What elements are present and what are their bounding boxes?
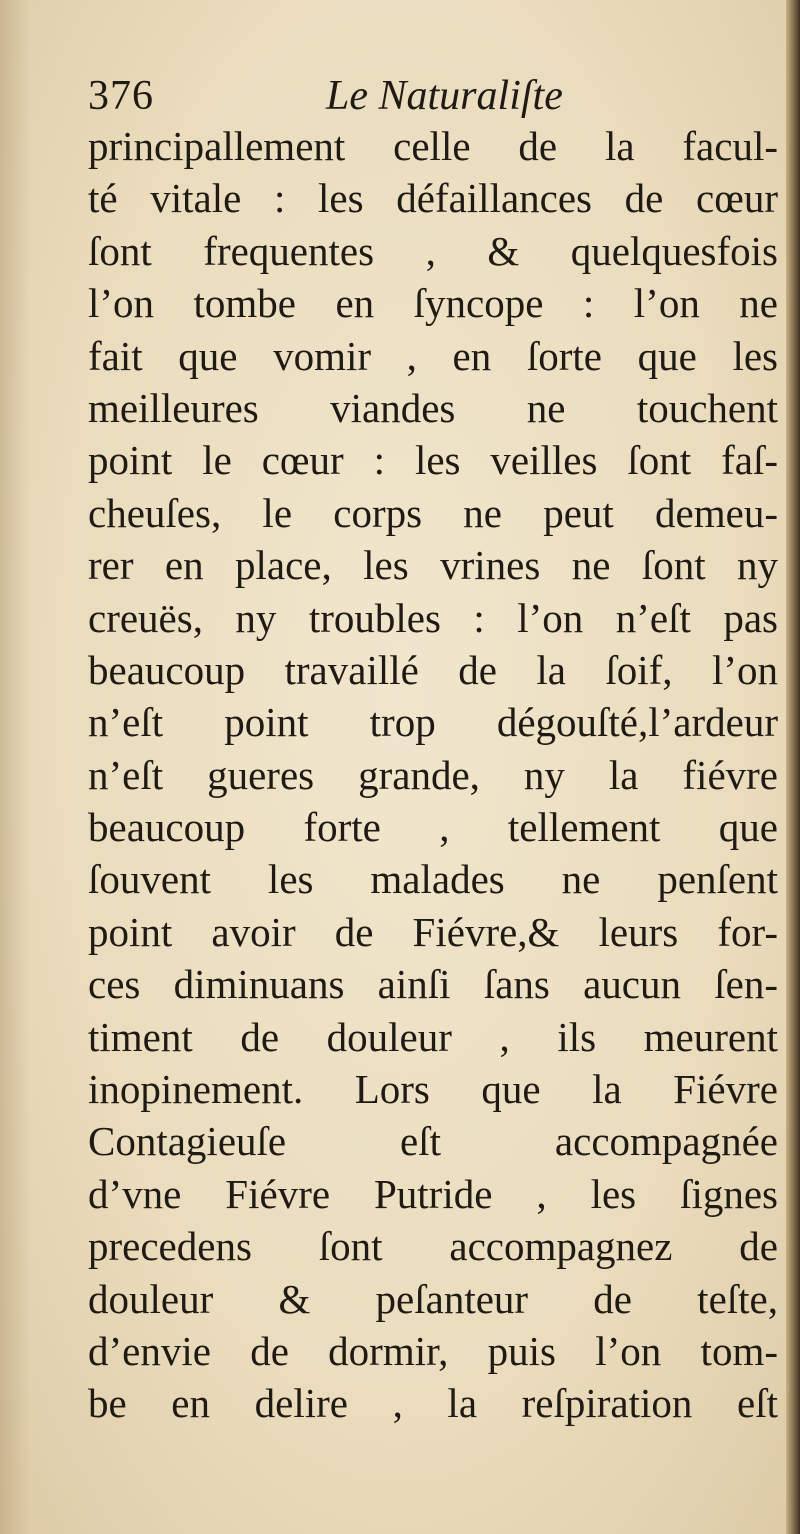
text-line: point le cœur : les veilles ſont faſ- bbox=[88, 437, 778, 484]
text-line: timent de douleur , ils meurent bbox=[88, 1013, 778, 1060]
text-line: meilleures viandes ne touchent bbox=[88, 384, 778, 431]
page-gutter-shadow bbox=[0, 0, 30, 1534]
text-line: be en delire , la reſpiration eſt bbox=[88, 1380, 778, 1427]
text-line: n’eſt gueres grande, ny la fiévre bbox=[88, 751, 778, 798]
page-edge bbox=[786, 0, 800, 1534]
text-line: douleur & peſanteur de teſte, bbox=[88, 1275, 778, 1322]
text-line: rer en place, les vrines ne ſont ny bbox=[88, 542, 778, 589]
text-line: fait que vomir , en ſorte que les bbox=[88, 332, 778, 379]
text-line: n’eſt point trop dégouſté,l’ardeur bbox=[88, 699, 778, 746]
page-number: 376 bbox=[88, 73, 154, 119]
text-line: precedens ſont accompagnez de bbox=[88, 1223, 778, 1270]
text-line: ſont frequentes , & quelquesfois bbox=[88, 227, 778, 274]
running-title: Le Naturaliſte bbox=[326, 73, 563, 119]
text-line: té vitale : les défaillances de cœur bbox=[88, 175, 778, 222]
text-line: ſouvent les malades ne penſent bbox=[88, 856, 778, 903]
text-line: ces diminuans ainſi ſans aucun ſen- bbox=[88, 961, 778, 1008]
text-line: principallement celle de la facul- bbox=[88, 123, 778, 169]
text-line: beaucoup forte , tellement que bbox=[88, 804, 778, 851]
body-text bbox=[88, 120, 778, 1430]
text-line: d’envie de dormir, puis l’on tom- bbox=[88, 1327, 778, 1374]
text-line: inopinement. Lors que la Fiévre bbox=[88, 1066, 778, 1113]
text-line: d’vne Fiévre Putride , les ſignes bbox=[88, 1170, 778, 1217]
text-line: cheuſes, le corps ne peut demeu- bbox=[88, 489, 778, 536]
page-header bbox=[88, 70, 778, 122]
text-line: l’on tombe en ſyncope : l’on ne bbox=[88, 280, 778, 327]
text-line: creuës, ny troubles : l’on n’eſt pas bbox=[88, 594, 778, 641]
text-line: Contagieuſe eſt accompagnée bbox=[88, 1118, 778, 1165]
text-line: point avoir de Fiévre,& leurs for- bbox=[88, 908, 778, 955]
text-line: beaucoup travaillé de la ſoif, l’on bbox=[88, 646, 778, 693]
